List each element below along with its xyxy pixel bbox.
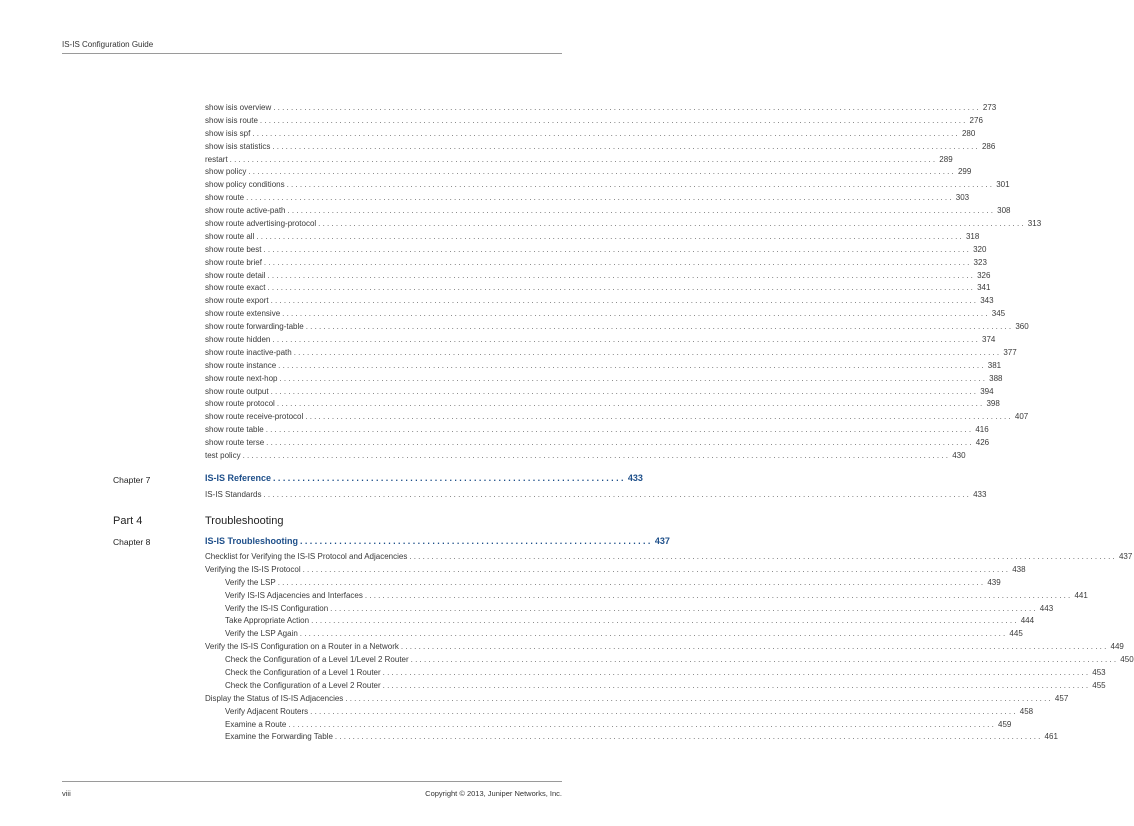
toc-entry[interactable] xyxy=(205,360,1002,373)
toc-entry[interactable] xyxy=(205,641,1124,654)
entry-page: 323 xyxy=(973,257,987,267)
entry-page: 441 xyxy=(1074,590,1088,600)
entry-title: show route active-path xyxy=(205,206,286,216)
entry-title: show route forwarding-table xyxy=(205,322,304,332)
leader-dots: ................................................................................................................................................................ xyxy=(270,386,979,396)
header-rule xyxy=(62,53,562,54)
entry-title: Checklist for Verifying the IS-IS Protocol and Adjacencies xyxy=(205,552,408,561)
entry-page: 449 xyxy=(1110,642,1124,652)
entry-title: show policy xyxy=(205,167,247,177)
entry-page: 450 xyxy=(1120,655,1134,665)
toc-entry[interactable] xyxy=(205,347,1017,360)
entry-page: 458 xyxy=(1019,706,1034,716)
part-4-label: Part 4 xyxy=(113,515,143,527)
toc-entry[interactable] xyxy=(205,218,1042,231)
running-header: IS-IS Configuration Guide xyxy=(62,40,154,49)
chapter-8-label: Chapter 8 xyxy=(113,537,151,547)
entry-page: 443 xyxy=(1039,603,1054,613)
toc-entry[interactable] xyxy=(205,334,996,347)
entry-page: 407 xyxy=(1014,412,1029,422)
leader-dots: ................................................................................................................................................................ xyxy=(267,283,976,293)
entry-title: Verify the LSP Again xyxy=(225,629,298,639)
entry-page: 444 xyxy=(1020,616,1035,626)
leader-dots: ................................................................................................................................................................ xyxy=(330,603,1038,613)
leader-dots: ................................................................................................................................................................ xyxy=(273,103,981,112)
leader-dots: ................................................................................................................................................................ xyxy=(410,655,1119,665)
entry-page: 303 xyxy=(955,193,970,203)
entry-page: 453 xyxy=(1092,668,1106,678)
leader-dots: ................................................................................................................................................................ xyxy=(252,128,960,138)
entry-title: show isis statistics xyxy=(205,141,271,151)
chapter-8-entries xyxy=(205,551,1134,744)
leader-dots: ................................................................................................................................................................ xyxy=(287,206,996,216)
footer-rule xyxy=(62,781,562,782)
leader-dots: ................................................................................................................................................................ xyxy=(305,412,1013,422)
toc-entry[interactable] xyxy=(205,257,987,270)
leader-dots: ................................................................................................................................................................ xyxy=(246,193,954,203)
entry-page: 445 xyxy=(1009,629,1023,639)
chapter-8-page: 437 xyxy=(654,536,670,546)
page-number: viii xyxy=(62,789,71,798)
entry-page: 318 xyxy=(965,231,980,241)
toc-entry[interactable] xyxy=(205,270,991,283)
leader-dots: ................................................................................................................................................................ xyxy=(256,231,964,241)
entry-page: 459 xyxy=(998,719,1012,729)
leader-dots: ................................................................................................................................................................ xyxy=(364,590,1073,600)
toc-entries-top xyxy=(205,102,1042,463)
entry-page: 341 xyxy=(977,283,991,293)
toc-entry[interactable] xyxy=(205,321,1029,334)
leader-dots: ................................................................................................................................................................ xyxy=(272,335,981,345)
toc-entry[interactable] xyxy=(205,386,994,399)
toc-entry[interactable] xyxy=(205,551,1133,564)
entry-title: Check the Configuration of a Level 1/Level 2 Router xyxy=(225,655,409,665)
toc-entry[interactable] xyxy=(205,205,1011,218)
leader-dots: ................................................................................................................................................................ xyxy=(279,373,988,383)
entry-page: 381 xyxy=(987,360,1002,370)
toc-entry[interactable] xyxy=(205,628,1023,641)
entry-title: Verify IS-IS Adjacencies and Interfaces xyxy=(225,590,363,600)
entry-page: 438 xyxy=(1012,564,1026,574)
entry-title: IS-IS Standards xyxy=(205,490,262,499)
toc-entry[interactable] xyxy=(205,141,996,154)
chapter-7-entries xyxy=(205,489,987,502)
leader-dots: ................................................................................................................................................................ xyxy=(229,154,938,164)
entry-title: show route hidden xyxy=(205,335,271,345)
leader-dots: ................................................................................................................................................................ xyxy=(263,244,972,254)
entry-title: Verifying the IS-IS Protocol xyxy=(205,564,301,574)
entry-title: show route instance xyxy=(205,360,277,370)
toc-entry[interactable] xyxy=(205,680,1106,693)
leader-dots: ................................................................................................................................................................ xyxy=(305,322,1014,332)
leader-dots: ................................................................................................................................................................ xyxy=(293,347,1002,357)
toc-entry[interactable] xyxy=(205,166,972,179)
chapter-8-entry[interactable] xyxy=(205,536,670,546)
toc-entry[interactable] xyxy=(205,308,1006,321)
leader-dots: ................................................................................................................................................................ xyxy=(318,219,1026,229)
entry-title: show route table xyxy=(205,425,264,435)
leader-dots: ................................................................................................................................................................ xyxy=(267,270,976,280)
entry-title: Verify the LSP xyxy=(225,577,276,587)
copyright-notice: Copyright © 2013, Juniper Networks, Inc. xyxy=(425,789,562,798)
toc-entry[interactable] xyxy=(205,282,991,295)
entry-title: show isis route xyxy=(205,115,258,125)
entry-page: 308 xyxy=(997,206,1011,216)
chapter-7-page: 433 xyxy=(627,473,643,483)
toc-entry[interactable] xyxy=(205,128,976,141)
entry-page: 455 xyxy=(1092,680,1106,690)
leader-dots: ................................................................................................................................................................ xyxy=(409,552,1117,561)
entry-title: show isis spf xyxy=(205,128,251,138)
leader-dots: ........................................................................ xyxy=(273,473,626,483)
toc-entry[interactable] xyxy=(205,179,1010,192)
leader-dots: ................................................................................................................................................................ xyxy=(265,425,974,435)
leader-dots: ................................................................................................................................................................ xyxy=(382,668,1091,678)
chapter-7-title: IS-IS Reference xyxy=(205,473,272,483)
toc-entry[interactable] xyxy=(205,564,1026,577)
toc-entry[interactable] xyxy=(205,706,1034,719)
entry-page: 345 xyxy=(991,309,1006,319)
leader-dots: ................................................................................................................................................................ xyxy=(282,309,990,319)
entry-title: test policy xyxy=(205,451,241,461)
entry-title: Check the Configuration of a Level 1 Router xyxy=(225,668,381,678)
leader-dots: ................................................................................................................................................................ xyxy=(299,629,1008,639)
leader-dots: ................................................................................................................................................................ xyxy=(311,616,1019,626)
toc-entry[interactable] xyxy=(205,450,966,463)
entry-title: show route protocol xyxy=(205,399,275,409)
chapter-7-entry[interactable] xyxy=(205,473,643,483)
toc-entry[interactable] xyxy=(205,115,983,128)
entry-title: show route exact xyxy=(205,283,266,293)
entry-title: Take Appropriate Action xyxy=(225,616,310,626)
toc-entry[interactable] xyxy=(205,590,1088,603)
leader-dots: ................................................................................................................................................................ xyxy=(278,360,986,370)
toc-entry[interactable] xyxy=(205,693,1069,706)
entry-title: restart xyxy=(205,154,228,164)
toc-entry[interactable] xyxy=(205,231,980,244)
entry-title: show route export xyxy=(205,296,269,306)
leader-dots: ................................................................................................................................................................ xyxy=(310,706,1018,716)
entry-title: show route advertising-protocol xyxy=(205,219,317,229)
toc-entry[interactable] xyxy=(205,411,1029,424)
toc-entry[interactable] xyxy=(205,654,1134,667)
entry-page: 326 xyxy=(977,270,991,280)
leader-dots: ................................................................................................................................................................ xyxy=(277,577,986,587)
chapter-8-title: IS-IS Troubleshooting xyxy=(205,536,298,546)
entry-title: show route all xyxy=(205,231,255,241)
entry-page: 461 xyxy=(1044,732,1058,742)
toc-entry[interactable] xyxy=(205,102,997,115)
entry-title: show policy conditions xyxy=(205,180,285,190)
leader-dots: ................................................................................................................................................................ xyxy=(382,680,1091,690)
entry-page: 360 xyxy=(1015,322,1029,332)
entry-title: show route brief xyxy=(205,257,262,267)
entry-title: show route detail xyxy=(205,270,266,280)
entry-title: Display the Status of IS-IS Adjacencies xyxy=(205,693,344,703)
toc-entry[interactable] xyxy=(205,295,994,308)
entry-page: 433 xyxy=(973,490,987,499)
entry-page: 301 xyxy=(996,180,1010,190)
entry-page: 426 xyxy=(975,438,990,448)
leader-dots: ................................................................................................................................................................ xyxy=(242,451,951,461)
leader-dots: ........................................................................ xyxy=(300,536,653,546)
entry-page: 437 xyxy=(1118,552,1133,561)
entry-title: show route terse xyxy=(205,438,265,448)
toc-entry[interactable] xyxy=(205,731,1058,744)
leader-dots: ................................................................................................................................................................ xyxy=(270,296,979,306)
part-4-title: Troubleshooting xyxy=(205,515,284,527)
entry-page: 377 xyxy=(1003,347,1017,357)
leader-dots: ................................................................................................................................................................ xyxy=(334,732,1043,742)
entry-page: 388 xyxy=(989,373,1003,383)
entry-title: show route xyxy=(205,193,245,203)
entry-page: 457 xyxy=(1054,693,1069,703)
toc-entry[interactable] xyxy=(205,424,989,437)
leader-dots: ................................................................................................................................................................ xyxy=(286,180,995,190)
leader-dots: ................................................................................................................................................................ xyxy=(263,257,972,267)
toc-entry[interactable] xyxy=(205,603,1054,616)
entry-title: Examine the Forwarding Table xyxy=(225,732,333,742)
toc-entry[interactable] xyxy=(205,192,970,205)
entry-title: Verify Adjacent Routers xyxy=(225,706,309,716)
entry-page: 313 xyxy=(1027,219,1042,229)
entry-title: show route best xyxy=(205,244,262,254)
toc-entry[interactable] xyxy=(205,577,1001,590)
toc-entry[interactable] xyxy=(205,437,990,450)
entry-title: Examine a Route xyxy=(225,719,287,729)
entry-title: Verify the IS-IS Configuration xyxy=(225,603,329,613)
toc-entry[interactable] xyxy=(205,615,1035,628)
toc-entry[interactable] xyxy=(205,373,1003,386)
entry-page: 394 xyxy=(980,386,994,396)
entry-page: 299 xyxy=(957,167,972,177)
leader-dots: ................................................................................................................................................................ xyxy=(248,167,956,177)
entry-title: show route inactive-path xyxy=(205,347,292,357)
entry-title: show route receive-protocol xyxy=(205,412,304,422)
leader-dots: ................................................................................................................................................................ xyxy=(272,141,980,151)
leader-dots: ................................................................................................................................................................ xyxy=(276,399,985,409)
toc-entry[interactable] xyxy=(205,719,1012,732)
toc-entry[interactable] xyxy=(205,244,987,257)
chapter-7-label: Chapter 7 xyxy=(113,475,151,485)
leader-dots: ................................................................................................................................................................ xyxy=(345,693,1053,703)
entry-page: 343 xyxy=(980,296,994,306)
entry-title: Check the Configuration of a Level 2 Router xyxy=(225,680,381,690)
toc-entry[interactable] xyxy=(205,667,1106,680)
entry-page: 439 xyxy=(987,577,1001,587)
entry-page: 416 xyxy=(975,425,989,435)
entry-title: Verify the IS-IS Configuration on a Router in a Network xyxy=(205,642,399,652)
entry-title: show route next-hop xyxy=(205,373,278,383)
entry-page: 276 xyxy=(969,115,983,125)
entry-page: 320 xyxy=(973,244,987,254)
entry-page: 374 xyxy=(982,335,996,345)
entry-title: show route output xyxy=(205,386,269,396)
entry-page: 289 xyxy=(939,154,953,164)
leader-dots: ................................................................................................................................................................ xyxy=(266,438,974,448)
entry-page: 398 xyxy=(986,399,1000,409)
leader-dots: ................................................................................................................................................................ xyxy=(302,564,1011,574)
entry-title: show route extensive xyxy=(205,309,281,319)
toc-entry[interactable] xyxy=(205,398,1000,411)
entry-title: show isis overview xyxy=(205,103,272,112)
entry-page: 273 xyxy=(982,103,997,112)
leader-dots: ................................................................................................................................................................ xyxy=(288,719,996,729)
entry-page: 286 xyxy=(981,141,996,151)
toc-entry[interactable] xyxy=(205,489,987,502)
entry-page: 430 xyxy=(952,451,966,461)
leader-dots: ................................................................................................................................................................ xyxy=(263,490,972,499)
leader-dots: ................................................................................................................................................................ xyxy=(400,642,1109,652)
leader-dots: ................................................................................................................................................................ xyxy=(259,115,968,125)
toc-entry[interactable] xyxy=(205,154,953,167)
entry-page: 280 xyxy=(961,128,976,138)
